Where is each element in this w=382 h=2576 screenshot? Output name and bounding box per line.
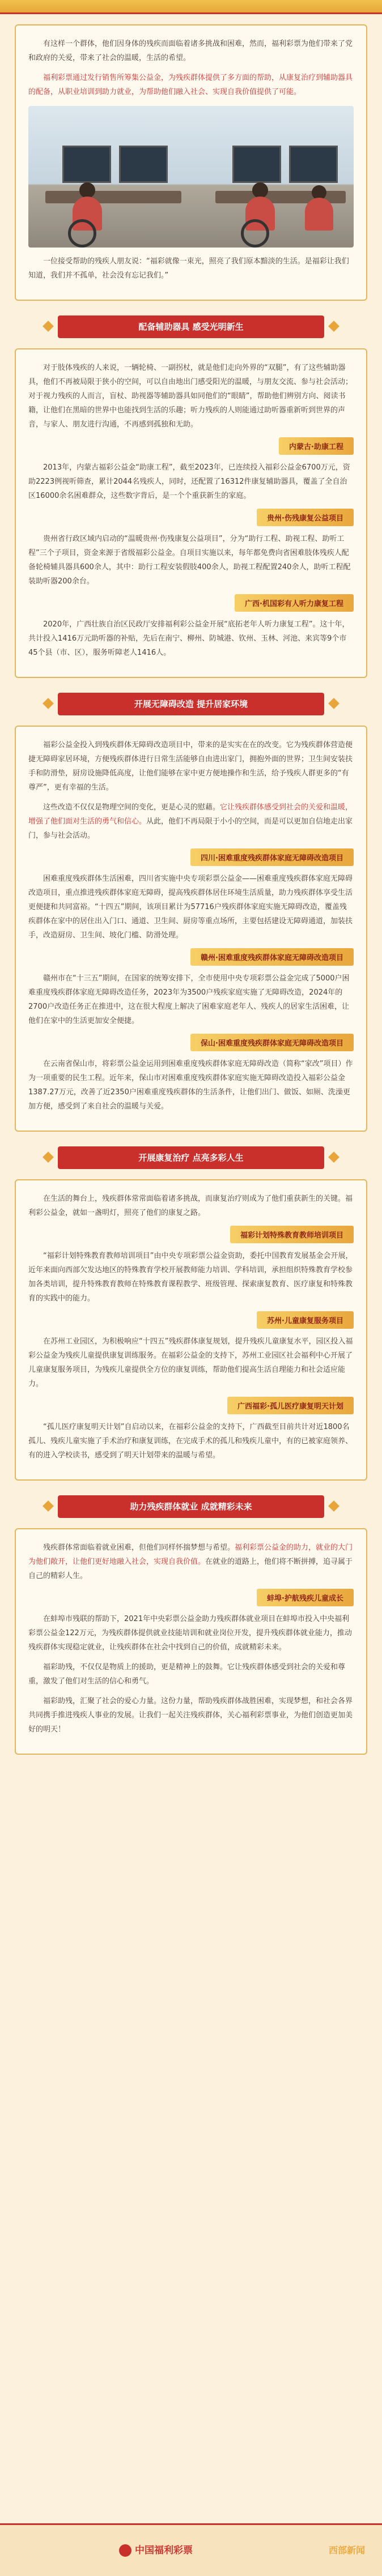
section1-paragraph-2: 2013年，内蒙古福彩公益金“助康工程”，截至2023年，已连续投入福彩公益金6700万元，资助2223例视听筛查，累计2044名残疾人，同时，还配置了16312件康复辅助器具，覆盖了全自治区16000余名困难群众，这些数字背后，是一个个重获新生的家庭。 xyxy=(28,463,350,500)
section2-tag-1: 四川·困难重度残疾群体家庭无障碍改造项目 xyxy=(190,848,354,866)
section2-banner: 开展无障碍改造 提升居家环境 xyxy=(58,693,324,715)
section3-paragraph-1: 在生活的舞台上，残疾群体常常面临着诸多挑战，而康复治疗则成为了他们重获新生的关键。福利彩公益金，就如一盏明灯，照亮了他们的康复之路。 xyxy=(28,1195,353,1217)
section2-p2-start: 这些改造不仅仅是物理空间的变化，更是心灵的慰藉。 xyxy=(43,803,220,812)
section1-paragraph-1: 对于肢体残疾的人来说，一辆轮椅、一副拐杖，就是他们走向外界的“双腿”，有了这些辅助器具，他们不再被局限于狭小的空间，可以自由地出门感受阳光的温暖，与朋友交流、参与社会活动；对于视力残疾的人而言，盲杖、助视器等辅助器具如同他们的“眼睛”，帮助他们辨别方向、阅读书籍，让他们在黑暗的世界中也能找到生活的乐趣；听力残疾的人则能通过助听器重新听到世界的声音，与家人、朋友进行沟通，不再感到孤独和无助。 xyxy=(28,364,353,429)
section2-p2-end: 从此，他们不再局限于小小的空间，而是可以更加自信地走出家门，参与社会活动。 xyxy=(28,817,353,840)
section4-card xyxy=(15,1528,367,1755)
section3-paragraph-3: 在苏州工业园区，为积极响应“十四五”残疾群体康复规划，提升残疾儿童康复水平，园区投入福彩公益金为残疾儿童提供康复训练服务。在福彩公益金的支持下，苏州工业园区社会福利中心开展了儿童康复服务项目，为残疾儿童提供全方位的康复训练，帮助他们提高生活自理能力和社会适应能力。 xyxy=(28,1337,353,1388)
section2-p2-highlight: 它让残疾群体感受到社会的关爱和温暖，增强了他们面对生活的勇气和信心。 xyxy=(28,803,353,826)
logo-text: 中国福利彩票 xyxy=(135,2545,193,2556)
section3-card xyxy=(15,1179,367,1481)
section2-paragraph-1: 福彩公益金投入到残疾群体无障碍改造项目中，带来的是实实在在的改变。它为残疾群体营造便捷无障碍家居环境，方便残疾群体进行日常生活能够自由进出家门，拥抱外面的世界；卫生间安装扶手和防滑垫，厨房设施降低高度，让他们能够在家中更方便地操作和生活，给予残疾人群更多的“有尊严”，更有幸福的生活。 xyxy=(28,741,353,792)
section4-p1-start: 残疾群体常面临着就业困难，但他们同样怀揣梦想与希望。 xyxy=(43,1543,235,1552)
closing-paragraph-2: 福彩助残，汇聚了社会的爱心力量。这份力量，帮助残疾群体战胜困难，实现梦想，和社会各界共同携手推进残疾人事业的发展。让我们一起关注残疾群体，关心福利彩票事业，为他们创造更加美好的明天！ xyxy=(28,1697,353,1734)
section4-p1-highlight: 福利彩票公益金的助力，就业的大门为他们敞开，让他们更好地融入社会，实现自我价值。 xyxy=(28,1543,353,1566)
section1-paragraph-3: 贵州省行政区域内启动的“温暖贵州·伤残康复公益项目”，分为“助行工程、助视工程、助听工程”三个子项目，资金来源于省级福彩公益金。自项目实施以来，每年都免费向省困难肢体残疾人配备轮椅辅具器具600余人，其中：助行工程安装假肢400余人，助视工程配置240余人，助听工程配装助听器200余台。 xyxy=(28,535,351,586)
section2-tag-2: 赣州·困难重度残疾群体家庭无障碍改造项目 xyxy=(190,948,354,966)
closing-paragraph-1: 福彩助残，不仅仅是物质上的援助，更是精神上的鼓舞。它让残疾群体感受到社会的关爱和尊重，激发了他们对生活的信心和勇气。 xyxy=(28,1663,346,1686)
section4-paragraph-1 xyxy=(28,1541,354,1583)
section3-tag-3: 广西福彩·孤儿医疗康复明天计划 xyxy=(227,1397,354,1414)
section4-tag-1: 蚌埠·护航残疾儿童成长 xyxy=(257,1589,354,1606)
section4-paragraph-2: 在蚌埠市残联的帮助下，2021年中央彩票公益金助力残疾群体就业项目在蚌埠市投入中央福利彩票公益金122万元，为残疾群体提供就业技能培训和就业岗位开发，提升残疾群体就业能力，推动残疾群体实现稳定就业，让残疾群体在社会中找到自己的价值，成就精彩未来。 xyxy=(28,1615,352,1652)
intro-paragraph-1: 有这样一个群体，他们因身体的残疾而面临着诸多挑战和困难，然而，福利彩票为他们带来了党和政府的关爱，带来了社会的温暖，生活的希望。 xyxy=(28,40,353,62)
section1-tag-3: 广西·机国彩有人听力康复工程 xyxy=(235,594,354,612)
section3-banner: 开展康复治疗 点亮多彩人生 xyxy=(58,1146,324,1169)
section3-paragraph-4: “孤儿医疗康复明天计划”自启动以来，在福彩公益金的支持下，广西截至目前共计对近1800名孤儿、残疾儿童实施了手术治疗和康复训练，在完成手术的孤儿和残疾儿童中，有的已被家庭领养、有的进入学校读书，感受到了明天计划带来的温暖与希望。 xyxy=(28,1423,353,1460)
intro-paragraph-2: 福利彩票通过发行销售所筹集公益金，为残疾群体提供了多方面的帮助，从康复治疗到辅助器具的配备，从职业培训到助力就业，为帮助他们融入社会、实现自我价值提供了可能。 xyxy=(28,74,353,96)
section2-paragraph-5: 在云南省保山市，将彩票公益金运用到困难重度残疾群体家庭无障碍改造（简称“家改”项目）作为一项重要的民生工程。近年来，保山市对困难重度残疾群体家庭实施无障碍改造投入福彩公益金1387.27万元，改善了近2350户困难重度残疾群体的生活条件，让他们出门、做饭、如厕、洗澡更加方便，感受到了来自社会的温暖与关爱。 xyxy=(28,1060,353,1111)
section2-paragraph-2 xyxy=(28,800,354,843)
section1-banner: 配备辅助器具 感受光明新生 xyxy=(58,315,324,338)
section1-card xyxy=(15,348,367,678)
section4-banner: 助力残疾群体就业 成就精彩未来 xyxy=(58,1495,324,1518)
section1-tag-2: 贵州·伤残康复公益项目 xyxy=(257,509,354,526)
section2-paragraph-4: 赣州市在“十三五”期间，在国家的统筹安排下，全市使用中央专项彩票公益金完成了5000户困难重度残疾群体家庭无障碍改造任务，2023年为3500户残疾家庭实施了无障碍改造，2024年的2700户改造任务正在推进中，这在很大程度上解决了困难家庭老年人、残疾人的居家生活困难，让他们在家中的生活更加安全便捷。 xyxy=(28,974,350,1025)
section2-tag-3: 保山·困难重度残疾群体家庭无障碍改造项目 xyxy=(190,1034,354,1051)
section2-card xyxy=(15,726,367,1132)
welfare-lottery-logo xyxy=(119,2542,193,2557)
section4-p1-end: 在就业的道路上，他们将不断拼搏，追寻属于自己的精彩人生。 xyxy=(28,1558,353,1580)
section2-paragraph-3: 困难重度残疾群体生活困难，四川省实施中央专项彩票公益金——困难重度残疾群体家庭无障碍改造项目，重点推进残疾群体家庭无障碍，提高残疾群体居住环境生活质量，助力残疾群体享受生活更便捷和共同富裕。“十四五”期间，该项目累计为57716户残疾群体家庭实施无障碍改造，覆盖残疾群体在家中的居住出入门口、通道、卫生间、厨房等重点场所，主要包括建设无障碍通道，加装扶手，改造厨房、卫生间、坡化门槛、防滑处理。 xyxy=(28,875,353,940)
section3-paragraph-2: “福彩计划特殊教育教师培训项目”由中央专项彩票公益金资助，委托中国教育发展基金会开展，近年来面向西部欠发达地区的特殊教育学校开展教师能力培训、学科培训，承担组织特殊教育学校参加各类培训，提升特殊教育教师在特殊教育课程教学、班级管理、探索康复教育、医疗康复和特殊教育的实践中的能力。 xyxy=(28,1252,353,1303)
top-ribbon xyxy=(0,0,382,14)
section1-tag-1: 内蒙古·助康工程 xyxy=(279,437,354,455)
section3-tag-2: 苏州·儿童康复服务项目 xyxy=(257,1311,354,1329)
lottery-emblem-icon xyxy=(119,2544,131,2557)
brand-watermark: 西部新闻 xyxy=(328,2545,365,2556)
section1-paragraph-4: 2020年，广西壮族自治区民政厅安排福利彩公益金开展“底拓老年人听力康复工程”。这十年，共计投入1416万元助听器的补贴，先后在南宁、柳州、防城港、钦州、玉林、河池、来宾等9个市45个县（市、区），服务听障老人1416人。 xyxy=(28,620,350,657)
section3-tag-1: 福彩计划特殊教育教师培训项目 xyxy=(230,1226,354,1243)
footer xyxy=(0,2523,382,2576)
intro-quote: 一位接受帮助的残疾人朋友说：“福彩就像一束光，照亮了我们原本黯淡的生活。是福彩让我们知道，我们并不孤单，社会没有忘记我们。” xyxy=(28,257,349,280)
rehab-photo xyxy=(28,106,354,248)
intro-card xyxy=(15,24,367,301)
